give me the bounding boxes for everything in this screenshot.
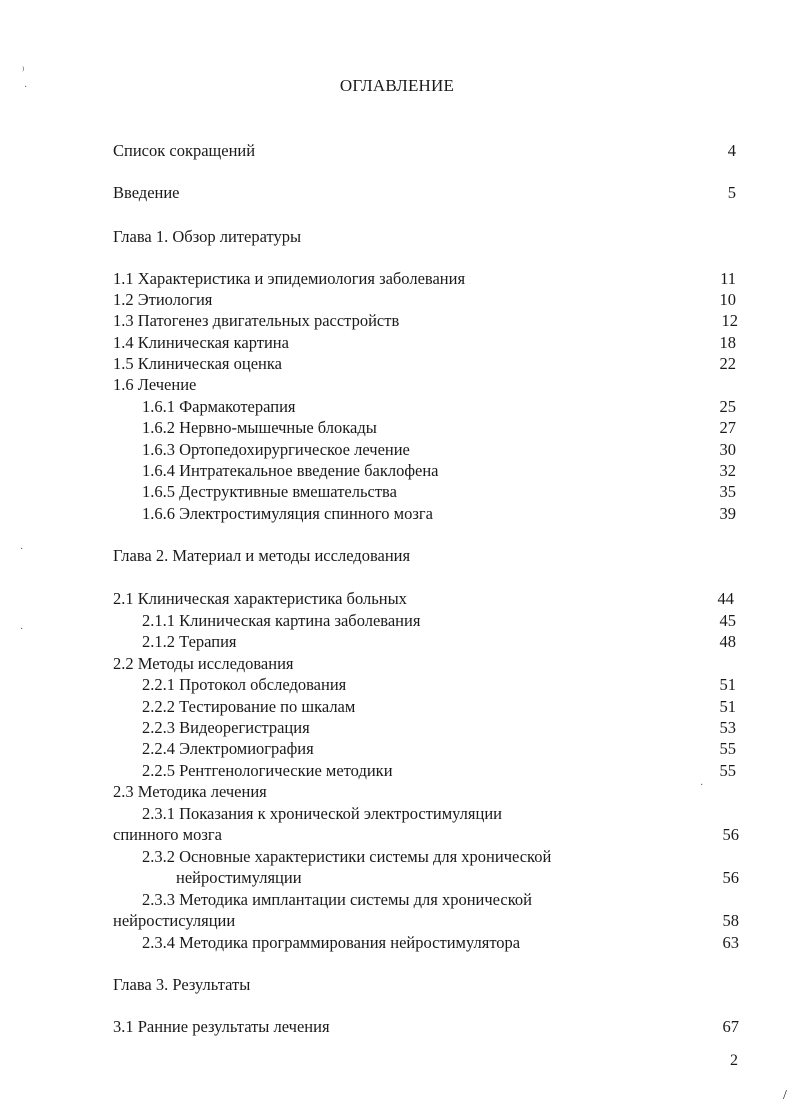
toc-entry [0, 653, 794, 675]
toc-entry-page: 51 [719, 697, 736, 716]
toc-entry-text: нейростисуляции [113, 911, 236, 930]
toc-entry [0, 1016, 794, 1038]
toc-entry [0, 332, 794, 354]
toc-entry-text: 2.1 Клиническая характеристика больных [113, 589, 407, 608]
scan-speck: · [24, 82, 28, 93]
toc-entry-page: 45 [719, 611, 736, 630]
toc-entry-page: 30 [719, 440, 736, 459]
toc-chapter-heading [0, 545, 794, 567]
toc-entry [0, 932, 794, 954]
toc-entry [0, 268, 794, 290]
toc-entry-text: 1.6 Лечение [113, 375, 197, 394]
toc-entry-text: 1.1 Характеристика и эпидемиология заболевания [113, 269, 466, 288]
scan-speck: · [700, 780, 704, 791]
toc-entry [0, 803, 794, 825]
toc-entry-text: 1.2 Этиология [113, 290, 213, 309]
toc-entry-page: 39 [719, 504, 736, 523]
toc-entry [0, 481, 794, 503]
toc-entry-page: 48 [719, 632, 736, 651]
toc-entry [0, 374, 794, 396]
toc-entry-text: 1.6.3 Ортопедохирургическое лечение [142, 440, 410, 459]
toc-entry-text: 2.1.1 Клиническая картина заболевания [142, 611, 421, 630]
toc-entry [0, 867, 794, 889]
toc-entry [0, 717, 794, 739]
toc-entry-text: 2.2.3 Видеорегистрация [142, 718, 310, 737]
toc-entry [0, 824, 794, 846]
toc-entry-text: 1.5 Клиническая оценка [113, 354, 282, 373]
toc-entry-page: 4 [727, 141, 736, 160]
toc-entry [0, 417, 794, 439]
toc-entry-text: 2.2.2 Тестирование по шкалам [142, 697, 356, 716]
scan-speck: · [20, 624, 24, 635]
toc-entry [0, 846, 794, 868]
toc-entry [0, 696, 794, 718]
toc-entry-text: Глава 2. Материал и методы исследования [113, 546, 411, 565]
toc-entry-text: 2.2.4 Электромиография [142, 739, 314, 758]
toc-entry-text: спинного мозга [113, 825, 222, 844]
toc-entry-text: 2.3.4 Методика программирования нейростимулятора [142, 933, 521, 952]
toc-entry-text: Глава 1. Обзор литературы [113, 227, 302, 246]
scan-speck: · [20, 544, 24, 555]
toc-entry-page: 27 [719, 418, 736, 437]
toc-entry [0, 140, 794, 162]
toc-entry-page: 5 [727, 183, 736, 202]
toc-entry-text: 1.6.6 Электростимуляция спинного мозга [142, 504, 433, 523]
toc-entry-text: 2.2.1 Протокол обследования [142, 675, 347, 694]
toc-entry-page: 25 [719, 397, 736, 416]
toc-entry [0, 460, 794, 482]
toc-entry-text: 2.3.2 Основные характеристики системы для хронической [142, 847, 552, 866]
toc-entry-text: 1.3 Патогенез двигательных расстройств [113, 311, 400, 330]
toc-entry [0, 396, 794, 418]
toc-entry [0, 588, 794, 610]
toc-entry-text: Список сокращений [113, 141, 256, 160]
toc-entry [0, 310, 794, 332]
toc-entry [0, 353, 794, 375]
toc-entry-page: 12 [721, 311, 738, 330]
scan-speck: / [783, 1088, 787, 1103]
toc-entry-page: 55 [719, 761, 736, 780]
toc-entry-text: 2.2 Методы исследования [113, 654, 294, 673]
toc-entry-text: 1.6.2 Нервно-мышечные блокады [142, 418, 377, 437]
toc-entry-page: 56 [722, 868, 739, 887]
toc-entry-text: 2.3 Методика лечения [113, 782, 267, 801]
toc-entry [0, 289, 794, 311]
toc-entry-text: 2.2.5 Рентгенологические методики [142, 761, 393, 780]
toc-entry [0, 738, 794, 760]
toc-entry [0, 610, 794, 632]
toc-entry-page: 63 [722, 933, 739, 952]
toc-entry [0, 439, 794, 461]
toc-entry [0, 889, 794, 911]
toc-entry [0, 760, 794, 782]
page-title: ОГЛАВЛЕНИЕ [339, 76, 455, 95]
toc-entry-page: 18 [719, 333, 736, 352]
toc-entry-page: 58 [722, 911, 739, 930]
toc-entry-page: 67 [722, 1017, 739, 1036]
toc-entry [0, 910, 794, 932]
toc-entry-page: 51 [719, 675, 736, 694]
toc-entry-page: 22 [719, 354, 736, 373]
toc-entry-page: 56 [722, 825, 739, 844]
toc-entry-text: 1.4 Клиническая картина [113, 333, 289, 352]
toc-entry [0, 182, 794, 204]
toc-entry-text: 1.6.5 Деструктивные вмешательства [142, 482, 397, 501]
toc-entry-text: 1.6.4 Интратекальное введение баклофена [142, 461, 439, 480]
toc-entry-page: 53 [719, 718, 736, 737]
toc-entry-text: 1.6.1 Фармакотерапия [142, 397, 296, 416]
toc-entry-page: 11 [720, 269, 736, 288]
toc-entry [0, 631, 794, 653]
toc-entry-page: 44 [717, 589, 734, 608]
toc-entry-text: 2.3.3 Методика имплантации системы для хронической [142, 890, 532, 909]
toc-entry-page: 32 [719, 461, 736, 480]
toc-chapter-heading [0, 974, 794, 996]
scan-speck: ⁾ [22, 66, 25, 77]
toc-entry [0, 781, 794, 803]
toc-entry-page: 55 [719, 739, 736, 758]
toc-entry [0, 674, 794, 696]
toc-entry-text: Глава 3. Результаты [113, 975, 251, 994]
page-number: 2 [730, 1052, 738, 1069]
toc-entry-text: 2.1.2 Терапия [142, 632, 237, 651]
toc-chapter-heading [0, 226, 794, 248]
toc-entry-page: 10 [719, 290, 736, 309]
toc-entry-text: 2.3.1 Показания к хронической электростимуляции [142, 804, 502, 823]
toc-entry-text: Введение [113, 183, 180, 202]
toc-entry [0, 503, 794, 525]
toc-entry-text: 3.1 Ранние результаты лечения [113, 1017, 330, 1036]
toc-entry-page: 35 [719, 482, 736, 501]
toc-entry-text: нейростимуляции [176, 868, 302, 887]
